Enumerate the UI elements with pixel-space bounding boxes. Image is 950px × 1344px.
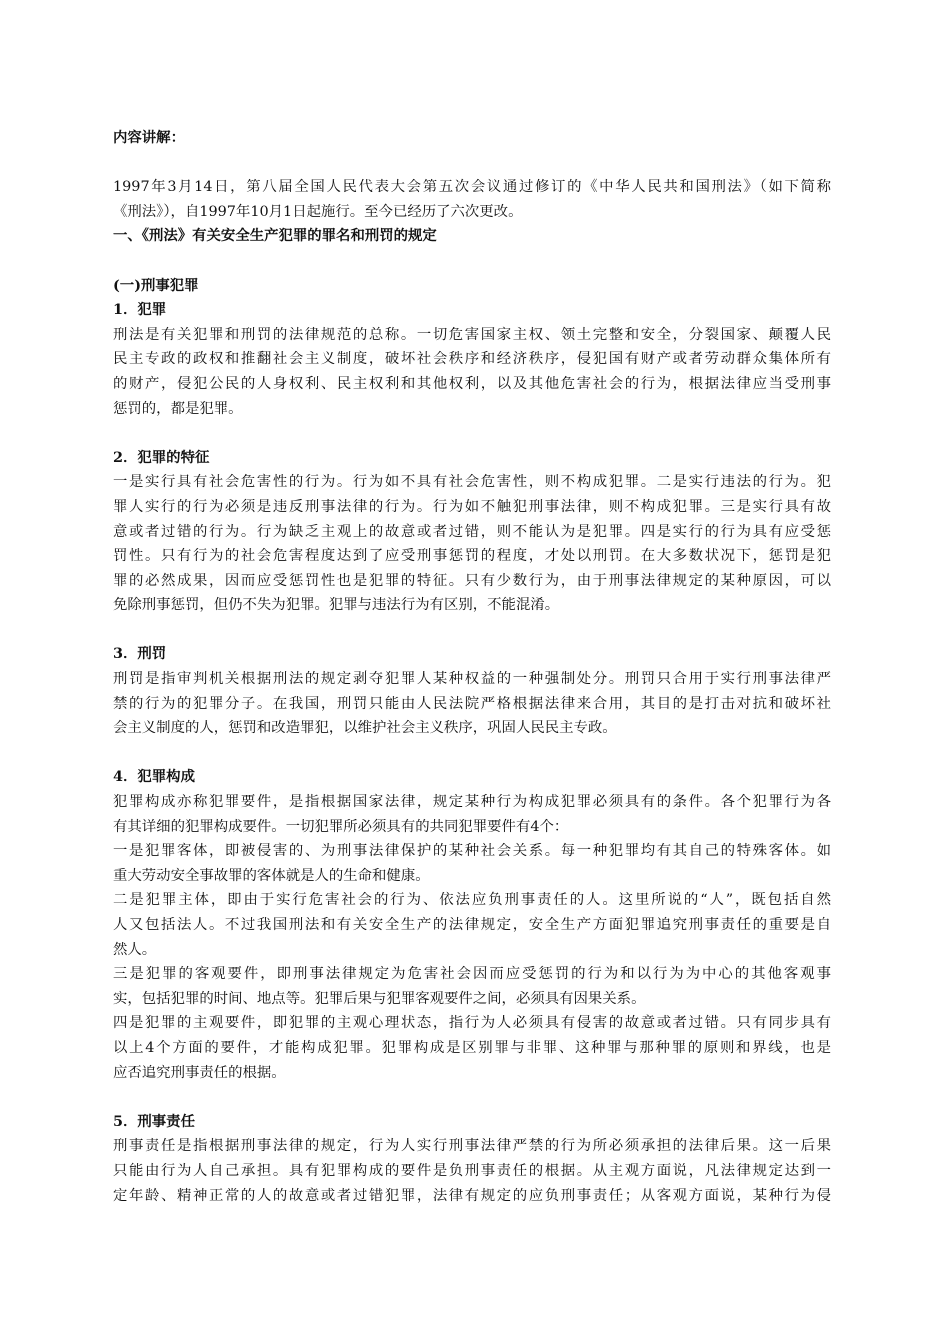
spacer xyxy=(113,741,831,766)
paragraph-line: 的财产，侵犯公民的人身权利、民主权利和其他权利，以及其他危害社会的行为，根据法律应当受刑事 xyxy=(113,375,831,392)
content-title: 内容讲解： xyxy=(113,129,185,146)
paragraph-line: 免除刑事惩罚，但仍不失为犯罪。犯罪与违法行为有区别，不能混淆。 xyxy=(113,597,560,614)
paragraph-line: 惩罚的，都是犯罪。 xyxy=(113,400,243,417)
paragraph-line: 只能由行为人自己承担。具有犯罪构成的要件是负刑事责任的根据。从主观方面说，凡法律规定达到一 xyxy=(113,1162,831,1179)
paragraph-line: 刑罚是指审判机关根据刑法的规定剥夺犯罪人某种权益的一种强制处分。刑罚只合用于实行刑事法律严 xyxy=(113,671,831,688)
item-heading: 2．犯罪的特征 xyxy=(113,448,210,466)
paragraph-line: 以上4个方面的要件，才能构成犯罪。犯罪构成是区别罪与非罪、这种罪与那种罪的原则和界线，也是 xyxy=(113,1039,831,1056)
paragraph-line: 禁的行为的犯罪分子。在我国，刑罚只能由人民法院严格根据法律来合用，其目的是打击对抗和破坏社 xyxy=(113,695,831,712)
spacer xyxy=(113,151,831,176)
paragraph-line: 二是犯罪主体，即由于实行危害社会的行为、依法应负刑事责任的人。这里所说的“人”，既包括自然 xyxy=(113,892,831,909)
intro-line: 《刑法》），自1997年10月1日起施行。至今已经历了六次更改。 xyxy=(113,203,523,220)
item-heading: 1．犯罪 xyxy=(113,301,167,319)
spacer xyxy=(113,421,831,446)
item-heading: 5．刑事责任 xyxy=(113,1112,195,1130)
paragraph-line: 四是犯罪的主观要件，即犯罪的主观心理状态，指行为人必须具有侵害的故意或者过错。只有同步具有 xyxy=(113,1015,831,1032)
intro-line: 1997年3月14日，第八届全国人民代表大会第五次会议通过修订的《中华人民共和国刑法》（如下简称 xyxy=(113,179,831,196)
paragraph-line: 有其详细的犯罪构成要件。一切犯罪所必须具有的共同犯罪要件有4个： xyxy=(113,818,569,835)
paragraph-line: 罚性。只有行为的社会危害程度达到了应受刑事惩罚的程度，才处以刑罚。在大多数状况下，惩罚是犯 xyxy=(113,548,831,565)
spacer xyxy=(113,1085,831,1110)
subsection-heading: (一)刑事犯罪 xyxy=(113,276,199,294)
paragraph-line: 会主义制度的人，惩罚和改造罪犯，以维护社会主义秩序，巩固人民民主专政。 xyxy=(113,720,617,737)
paragraph-line: 一是实行具有社会危害性的行为。行为如不具有社会危害性，则不构成犯罪。二是实行违法的行为。犯 xyxy=(113,474,831,491)
spacer xyxy=(113,249,831,274)
paragraph-line: 一是犯罪客体，即被侵害的、为刑事法律保护的某种社会关系。每一种犯罪均有其自己的特殊客体。如 xyxy=(113,843,831,860)
paragraph-line: 重大劳动安全事故罪的客体就是人的生命和健康。 xyxy=(113,867,430,884)
section-heading: 一、《刑法》有关安全生产犯罪的罪名和刑罚的规定 xyxy=(113,227,437,245)
paragraph-line: 民主专政的政权和推翻社会主义制度，破坏社会秩序和经济秩序，侵犯国有财产或者劳动群众集体所有 xyxy=(113,351,831,368)
paragraph-line: 罪的必然成果，因而应受惩罚性也是犯罪的特征。只有少数行为，由于刑事法律规定的某种原因，可以 xyxy=(113,572,831,589)
paragraph-line: 定年龄、精神正常的人的故意或者过错犯罪，法律有规定的应负刑事责任；从客观方面说，某种行为侵 xyxy=(113,1187,831,1204)
paragraph-line: 意或者过错的行为。行为缺乏主观上的故意或者过错，则不能认为是犯罪。四是实行的行为具有应受惩 xyxy=(113,523,831,540)
paragraph-line: 然人。 xyxy=(113,941,157,958)
paragraph-line: 人又包括法人。不过我国刑法和有关安全生产的法律规定，安全生产方面犯罪追究刑事责任的重要是自 xyxy=(113,917,831,933)
paragraph-line: 实，包括犯罪的时间、地点等。犯罪后果与犯罪客观要件之间，必须具有因果关系。 xyxy=(113,990,646,1007)
document-page xyxy=(113,126,831,1208)
paragraph-line: 犯罪构成亦称犯罪要件，是指根据国家法律，规定某种行为构成犯罪必须具有的条件。各个犯罪行为各 xyxy=(113,794,831,811)
paragraph-line: 罪人实行的行为必须是违反刑事法律的行为。行为如不触犯刑事法律，则不构成犯罪。三是实行具有故 xyxy=(113,498,831,515)
paragraph-line: 应否追究刑事责任的根据。 xyxy=(113,1064,286,1081)
spacer xyxy=(113,618,831,643)
paragraph-line: 三是犯罪的客观要件，即刑事法律规定为危害社会因而应受惩罚的行为和以行为为中心的其他客观事 xyxy=(113,966,831,983)
paragraph-line: 刑法是有关犯罪和刑罚的法律规范的总称。一切危害国家主权、领土完整和安全，分裂国家、颠覆人民 xyxy=(113,326,831,343)
paragraph-line: 刑事责任是指根据刑事法律的规定，行为人实行刑事法律严禁的行为所必须承担的法律后果。这一后果 xyxy=(113,1138,831,1155)
item-heading: 3．刑罚 xyxy=(113,645,167,663)
item-heading: 4．犯罪构成 xyxy=(113,768,195,786)
